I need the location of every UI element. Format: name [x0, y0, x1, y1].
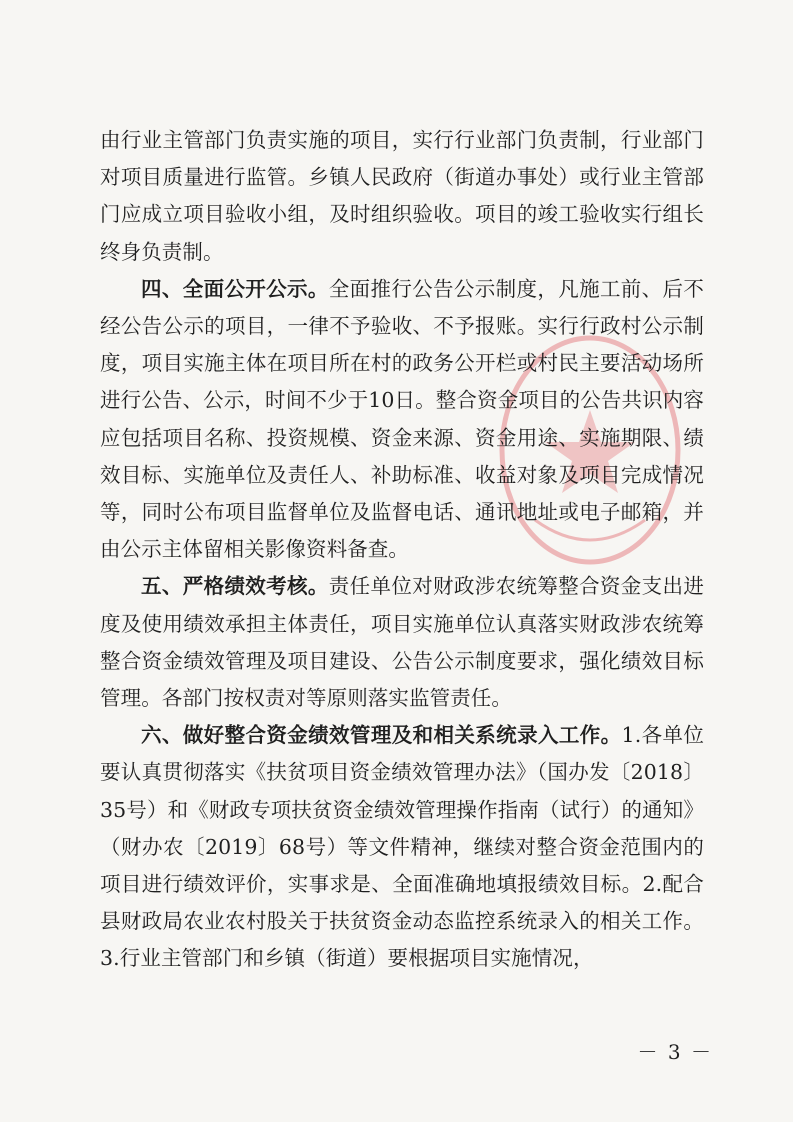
paragraph-public-disclosure [100, 271, 704, 569]
paragraph-performance-management [100, 717, 704, 977]
paragraph-body: 1.各单位要认真贯彻落实《扶贫项目资金绩效管理办法》（国办发〔2018〕35号）和《财政专项扶贫资金绩效管理操作指南（试行）的通知》（财办农〔2019〕68号）等文件精神，继续对整合资金范围内的项目进行绩效评价，实事求是、全面准确地填报绩效目标。2.配合县财政局农业农村股关于扶贫资金动态监控系统录入的相关工作。3.行业主管部门和乡镇（街道）要根据项目实施情况， [100, 723, 704, 971]
page-number: － 3 － [637, 1040, 713, 1064]
paragraph-body: 责任单位对财政涉农统筹整合资金支出进度及使用绩效承担主体责任，项目实施单位认真落实财政涉农统筹整合资金绩效管理及项目建设、公告公示制度要求，强化绩效目标管理。各部门按权责对等原则落实监管责任。 [100, 574, 704, 711]
paragraph-performance-assessment [100, 568, 704, 717]
paragraph-heading: 六、做好整合资金绩效管理及和相关系统录入工作。 [141, 723, 622, 748]
paragraph-body: 全面推行公告公示制度，凡施工前、后不经公告公示的项目，一律不予验收、不予报账。实行行政村公示制度，项目实施主体在项目所在村的政务公开栏或村民主要活动场所进行公告、公示，时间不少于10日。整合资金项目的公告共识内容应包括项目名称、投资规模、资金来源、资金用途、实施期限、绩效目标、实施单位及责任人、补助标准、收益对象及项目完成情况等，同时公布项目监督单位及监督电话、通讯地址或电子邮箱，并由公示主体留相关影像资料备查。 [100, 276, 704, 562]
paragraph-body: 由行业主管部门负责实施的项目，实行行业部门负责制，行业部门对项目质量进行监管。乡镇人民政府（街道办事处）或行业主管部门应成立项目验收小组，及时组织验收。项目的竣工验收实行组长终身负责制。 [100, 128, 704, 264]
body-text [100, 122, 704, 978]
paragraph-heading: 五、严格绩效考核。 [141, 574, 329, 599]
paragraph-continuation [100, 122, 704, 271]
paragraph-heading: 四、全面公开公示。 [141, 276, 329, 301]
